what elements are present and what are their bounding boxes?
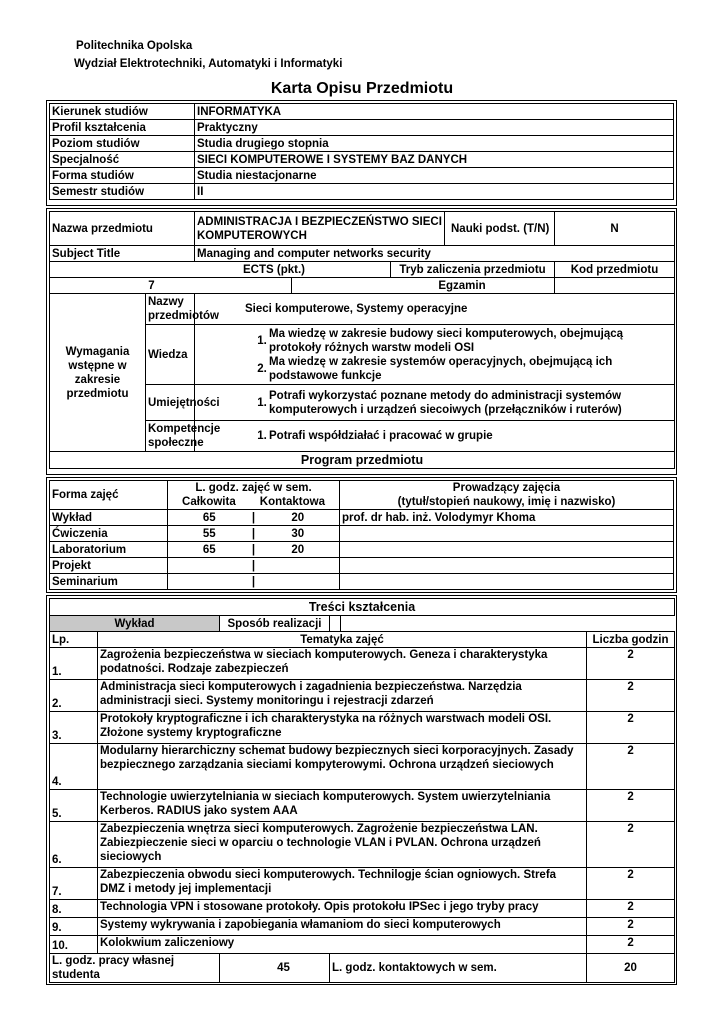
- info-label: Poziom studiów: [50, 136, 195, 152]
- prior-courses-value: Sieci komputerowe, Systemy operacyjne: [195, 294, 675, 325]
- content-row: [50, 936, 675, 954]
- topic: Technologia VPN i stosowane protokoły. Opis protokołu IPSec i jego tryby pracy: [98, 900, 587, 918]
- form-name: Ćwiczenia: [50, 526, 168, 542]
- self-study-label: L. godz. pracy własnej studenta: [50, 954, 220, 983]
- topic: Systemy wykrywania i zapobiegania włamaniom do sieci komputerowych: [98, 918, 587, 936]
- skills-list: [195, 385, 675, 421]
- total-hours: 55: [202, 527, 216, 540]
- program-row: [50, 542, 674, 558]
- content-row: [50, 868, 675, 900]
- prior-courses-label: Nazwy przedmiotów: [146, 294, 195, 325]
- separator: |: [251, 543, 256, 556]
- content-form: Wykład: [50, 616, 220, 632]
- info-label: Specjalność: [50, 152, 195, 168]
- topic: Modularny hierarchiczny schemat budowy bezpiecznych sieci korporacyjnych. Zasady bezpiecznego zarządzania sieciami kompyterowymi. Ochrona urządzeń sieciowych: [98, 744, 587, 790]
- info-row: [50, 184, 674, 200]
- info-value: Praktyczny: [195, 120, 674, 136]
- knowledge-number: 1.: [257, 334, 267, 347]
- content-row: [50, 680, 675, 712]
- lecturer-subtitle: (tytuł/stopień naukowy, imię i nazwisko): [397, 496, 616, 508]
- total-label: Całkowita: [182, 496, 236, 508]
- hours: 2: [587, 744, 675, 790]
- separator: |: [251, 511, 256, 524]
- program-row: [50, 510, 674, 526]
- lecturer-name: [340, 526, 674, 542]
- contact-label: Kontaktowa: [259, 496, 325, 508]
- lecturer-name: [340, 574, 674, 590]
- total-hours: 65: [202, 543, 216, 556]
- separator: |: [251, 575, 256, 588]
- hours-cell: [168, 510, 340, 526]
- content-row: [50, 790, 675, 822]
- hours: 2: [587, 648, 675, 680]
- topic: Protokoły kryptograficzne i ich charakterystyka na różnych warstwach modeli OSI. Złożone systemy kryptograficzne: [98, 712, 587, 744]
- hours: 2: [587, 680, 675, 712]
- program-row: [50, 558, 674, 574]
- method-label: Sposób realizacji: [220, 616, 330, 632]
- lp: 10.: [50, 936, 98, 954]
- info-row: [50, 136, 674, 152]
- hours: 2: [587, 936, 675, 954]
- lp: 5.: [50, 790, 98, 822]
- info-label: Profil kształcenia: [50, 120, 195, 136]
- info-value: Studia niestacjonarne: [195, 168, 674, 184]
- ects-label: ECTS (pkt.): [50, 262, 391, 278]
- info-value: INFORMATYKA: [195, 104, 674, 120]
- total-hours: 65: [202, 511, 216, 524]
- lp: 7.: [50, 868, 98, 900]
- hours: 2: [587, 918, 675, 936]
- content-row: [50, 918, 675, 936]
- lp: 8.: [50, 900, 98, 918]
- info-label: Forma studiów: [50, 168, 195, 184]
- course-code-label: Kod przedmiotu: [555, 262, 675, 278]
- lp: 4.: [50, 744, 98, 790]
- contact-hours-value: 20: [587, 954, 675, 983]
- topic: Technologie uwierzytelniania w sieciach komputerowych. System uwierzytelniania Kerberos. RADIUS jako system AAA: [98, 790, 587, 822]
- separator: |: [251, 527, 256, 540]
- contact-hours: 20: [291, 543, 305, 556]
- hours: 2: [587, 790, 675, 822]
- info-row: [50, 168, 674, 184]
- contact-hours: 20: [291, 511, 305, 524]
- lp: 2.: [50, 680, 98, 712]
- lecturer-name: [340, 542, 674, 558]
- content-row: [50, 900, 675, 918]
- hours-label: L. godz. zajęć w sem.: [195, 482, 312, 494]
- info-value: SIECI KOMPUTEROWE I SYSTEMY BAZ DANYCH: [195, 152, 674, 168]
- content-row: [50, 712, 675, 744]
- subject-title-label: Subject Title: [50, 246, 195, 262]
- hours-label: Liczba godzin: [587, 632, 675, 648]
- subject-title-value: Managing and computer networks security: [195, 246, 675, 262]
- form-name: Wykład: [50, 510, 168, 526]
- study-info-table: [49, 103, 674, 200]
- info-value: Studia drugiego stopnia: [195, 136, 674, 152]
- hours-cell: [168, 574, 340, 590]
- lp-label: Lp.: [50, 632, 98, 648]
- hours: 2: [587, 868, 675, 900]
- hours-cell: [168, 558, 340, 574]
- lp: 3.: [50, 712, 98, 744]
- social-competence-list: [195, 421, 675, 452]
- method-value: [330, 616, 341, 632]
- info-label: Kierunek studiów: [50, 104, 195, 120]
- exam-mode-label: Tryb zaliczenia przedmiotu: [391, 262, 555, 278]
- knowledge-label: Wiedza: [146, 325, 195, 385]
- info-row: [50, 152, 674, 168]
- knowledge-number: 2.: [257, 362, 267, 375]
- info-value: II: [195, 184, 674, 200]
- topic: Kolokwium zaliczeniowy: [98, 936, 587, 954]
- form-name: Laboratorium: [50, 542, 168, 558]
- info-label: Semestr studiów: [50, 184, 195, 200]
- page-title: Karta Opisu Przedmiotu: [270, 80, 454, 97]
- hours: 2: [587, 822, 675, 868]
- content-row: [50, 744, 675, 790]
- subject-name-value: [195, 212, 555, 246]
- contact-hours-label: L. godz. kontaktowych w sem.: [330, 954, 587, 983]
- self-study-value: 45: [220, 954, 330, 983]
- contact-hours: [259, 559, 338, 573]
- form-name: Seminarium: [50, 574, 168, 590]
- subject-name-text: ADMINISTRACJA I BEZPIECZEŃSTWO SIECI KOMPUTEROWYCH: [197, 215, 442, 242]
- skills-label: Umiejętności: [146, 385, 195, 421]
- info-row: [50, 104, 674, 120]
- lp: 6.: [50, 822, 98, 868]
- skills-number: 1.: [257, 396, 267, 409]
- social-competence-label: Kompetencje społeczne: [146, 421, 195, 452]
- lp: 9.: [50, 918, 98, 936]
- program-row: [50, 574, 674, 590]
- contact-hours: [259, 575, 338, 589]
- hours-header: [168, 481, 340, 510]
- topic: Zabezpieczenia obwodu sieci komputerowych. Technilogje ścian ogniowych. Strefa DMZ i metody jej implementacji: [98, 868, 587, 900]
- knowledge-item: Ma wiedzę w zakresie budowy sieci komputerowych, obejmującą protokoły różnych warstw modeli OSI: [269, 327, 624, 354]
- basic-sciences-label: Nauki podst. (T/N): [444, 212, 552, 245]
- lecturer-name: prof. dr hab. inż. Volodymyr Khoma: [340, 510, 674, 526]
- topic: Zagrożenia bezpieczeństwa w sieciach komputerowych. Geneza i charakterystyka podatności. Rodzaje zabezpieczeń: [98, 648, 587, 680]
- total-hours: [170, 559, 249, 573]
- ects-value: 7: [50, 278, 292, 294]
- social-item: Potrafi współdziałać i pracować w grupie: [269, 430, 493, 442]
- content-row: [50, 822, 675, 868]
- form-label: Forma zajęć: [50, 481, 168, 510]
- contact-hours: 30: [291, 527, 305, 540]
- requirements-header: Wymagania wstępne w zakresie przedmiotu: [50, 294, 146, 452]
- form-name: Projekt: [50, 558, 168, 574]
- subject-table: [49, 211, 675, 469]
- knowledge-item: Ma wiedzę w zakresie systemów operacyjnych, obejmującą ich podstawowe funkcje: [269, 355, 613, 382]
- content-row: [50, 648, 675, 680]
- hours-cell: [168, 526, 340, 542]
- content-title: Treści kształcenia: [50, 599, 675, 616]
- blank-cell: [341, 616, 675, 632]
- subject-name-label: Nazwa przedmiotu: [50, 212, 195, 246]
- skills-item: Potrafi wykorzystać poznane metody do administracji systemów komputerowych i urządzeń siecoiwych (przełączników i ruterów): [269, 389, 622, 416]
- course-code-value: [555, 278, 675, 294]
- faculty-name: Wydział Elektrotechniki, Automatyki i Informatyki: [74, 58, 343, 70]
- basic-sciences-value: N: [555, 212, 675, 246]
- lecturer-label: Prowadzący zajęcia: [452, 482, 561, 494]
- hours: 2: [587, 712, 675, 744]
- topic: Zabezpieczenia wnętrza sieci komputerowych. Zagrożenie bezpieczeństwa LAN. Zabiezpieczenie sieci w oparciu o technologie VLAN i PVLAN. Ochrona urządzeń sieciowych: [98, 822, 587, 868]
- lecturer-name: [340, 558, 674, 574]
- program-row: [50, 526, 674, 542]
- university-name: Politechnika Opolska: [76, 40, 193, 52]
- exam-mode-value: Egzamin: [292, 278, 555, 294]
- program-title: Program przedmiotu: [50, 452, 675, 469]
- topic: Administracja sieci komputerowych i zagadnienia bezpieczeństwa. Narzędzia administracji sieci. Systemy monitoringu i rejestracji zdarzeń: [98, 680, 587, 712]
- hours-cell: [168, 542, 340, 558]
- separator: |: [251, 559, 256, 572]
- lecturer-header: [340, 481, 674, 510]
- hours: 2: [587, 900, 675, 918]
- topic-label: Tematyka zajęć: [98, 632, 587, 648]
- total-hours: [170, 575, 249, 589]
- content-table: [49, 598, 675, 983]
- program-table: [49, 480, 674, 590]
- knowledge-list: [195, 325, 675, 385]
- info-row: [50, 120, 674, 136]
- social-number: 1.: [257, 430, 267, 442]
- lp: 1.: [50, 648, 98, 680]
